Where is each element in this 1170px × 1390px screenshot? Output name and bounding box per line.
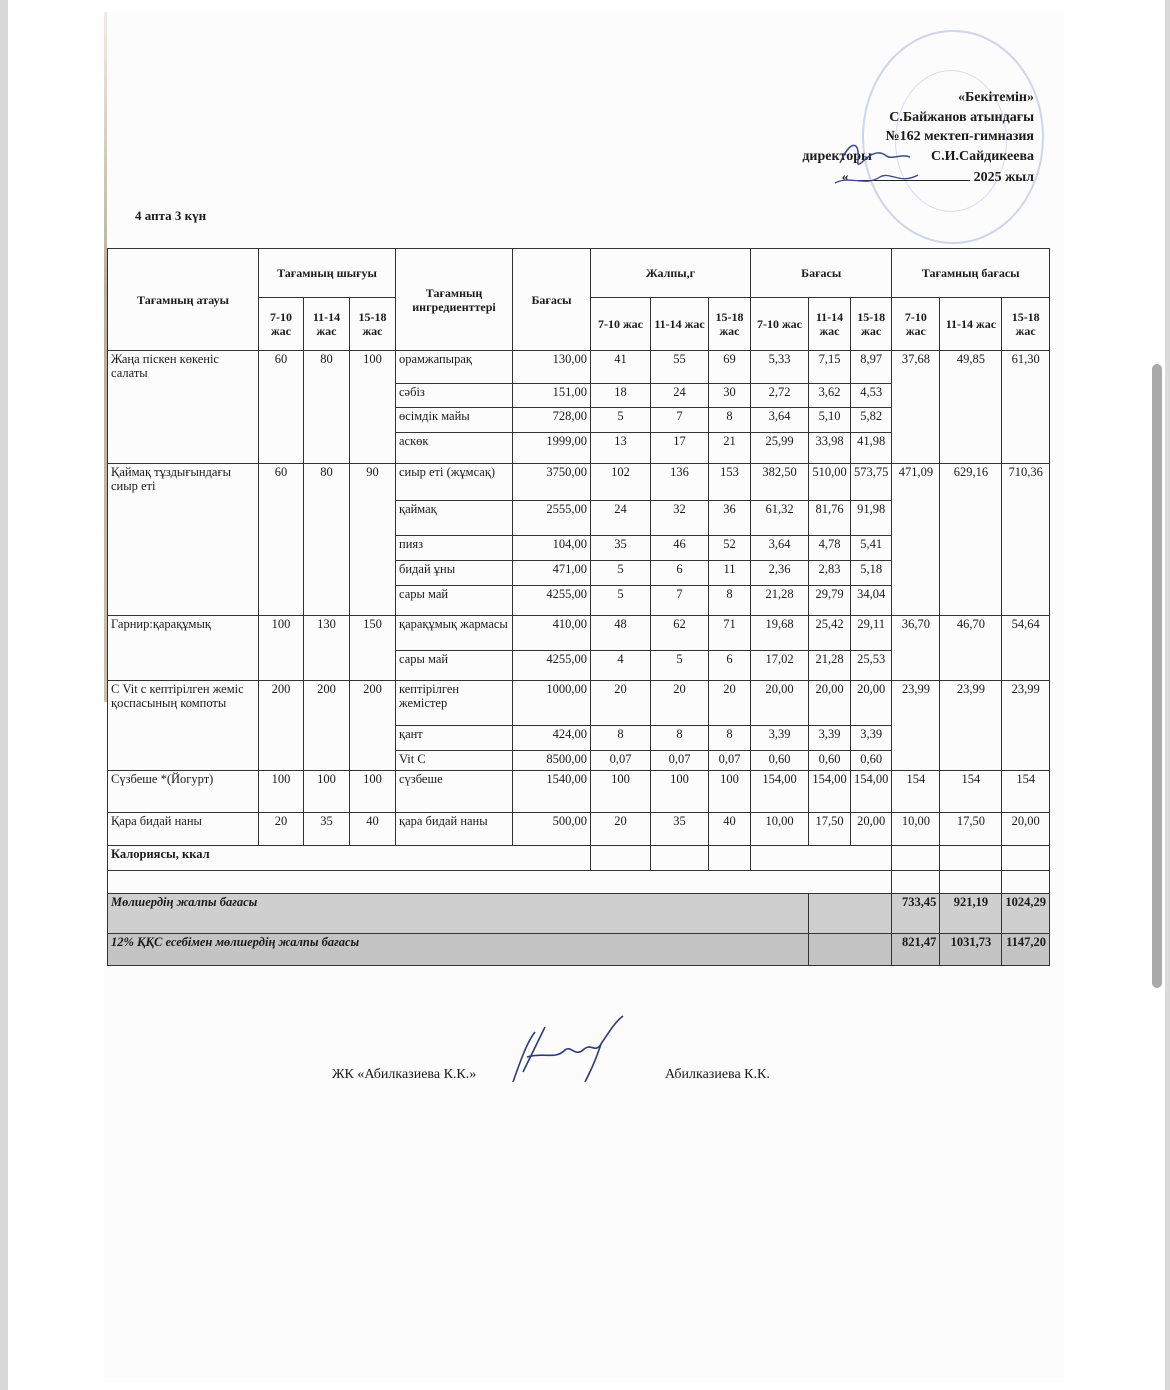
ingredient-cost: 41,98 [851,433,892,464]
ingredient-cost: 5,18 [851,561,892,586]
ingredient-cost: 5,82 [851,408,892,433]
ingredient-grams: 153 [709,464,751,501]
dish-output: 100 [350,771,396,813]
ingredient-cost: 5,33 [751,351,809,384]
dish-cost: 49,85 [940,351,1002,464]
ingredient-grams: 20 [591,681,651,726]
ingredient-cost: 25,53 [851,651,892,681]
ingredient-cost: 21,28 [809,651,851,681]
ingredient-name: Vit C [396,751,513,771]
ingredient-grams: 32 [651,501,709,536]
ingredient-cost: 33,98 [809,433,851,464]
dish-output: 35 [304,813,350,846]
ingredient-grams: 100 [651,771,709,813]
week-day-label: 4 апта 3 күн [135,208,207,223]
ingredient-cost: 20,00 [851,813,892,846]
total-cost-11-14: 921,19 [940,894,1002,934]
dish-output: 100 [259,771,304,813]
blank-cell [108,871,892,894]
total-cost-spacer [809,894,892,934]
dish-cost: 46,70 [940,616,1002,681]
calories-cell [709,846,751,871]
ingredient-price: 4255,00 [513,651,591,681]
dish-cost: 54,64 [1002,616,1050,681]
ingredient-name: сүзбеше [396,771,513,813]
dish-output: 60 [259,351,304,464]
header-age-15-18: 15-18 жас [350,298,396,351]
vat-cost-label: 12% ҚҚС есебімен мөлшердің жалпы бағасы [108,934,809,966]
ingredient-cost: 25,42 [809,616,851,651]
dish-cost: 154 [892,771,940,813]
date-open-quote: « [841,170,849,185]
ingredient-grams: 8 [651,726,709,751]
ingredient-name: қант [396,726,513,751]
dish-name: Сүзбеше *(Йогурт) [108,771,259,813]
dish-cost: 20,00 [1002,813,1050,846]
ingredient-price: 3750,00 [513,464,591,501]
ingredient-grams: 8 [591,726,651,751]
ingredient-grams: 71 [709,616,751,651]
dish-cost: 10,00 [892,813,940,846]
ingredient-cost: 19,68 [751,616,809,651]
ingredient-grams: 30 [709,384,751,408]
ingredient-cost: 154,00 [851,771,892,813]
ingredient-grams: 100 [709,771,751,813]
header-age-7-10: 7-10 жас [751,298,809,351]
ingredient-cost: 3,62 [809,384,851,408]
ingredient-name: сәбіз [396,384,513,408]
ingredient-cost: 0,60 [751,751,809,771]
ingredient-grams: 8 [709,586,751,616]
ingredient-cost: 4,78 [809,536,851,561]
calories-cell [651,846,709,871]
ingredient-grams: 62 [651,616,709,651]
dish-output: 90 [350,464,396,616]
header-output: Тағамның шығуы [259,249,396,298]
ingredient-cost: 154,00 [751,771,809,813]
dish-output: 200 [259,681,304,771]
dish-cost: 37,68 [892,351,940,464]
ingredient-cost: 5,41 [851,536,892,561]
ingredient-grams: 5 [591,561,651,586]
ingredient-cost: 29,11 [851,616,892,651]
vat-cost-11-14: 1031,73 [940,934,1002,966]
ingredient-cost: 2,36 [751,561,809,586]
header-cost: Бағасы [751,249,892,298]
ingredient-cost: 3,64 [751,536,809,561]
dish-cost: 36,70 [892,616,940,681]
ingredient-cost: 2,72 [751,384,809,408]
ingredient-grams: 35 [591,536,651,561]
header-total-g: Жалпы,г [591,249,751,298]
header-age-11-14: 11-14 жас [304,298,350,351]
dish-output: 150 [350,616,396,681]
ingredient-row [108,771,1050,813]
ingredient-name: пияз [396,536,513,561]
ingredient-row [108,351,1050,384]
ingredient-grams: 5 [591,586,651,616]
header-age-11-14: 11-14 жас [940,298,1002,351]
ingredient-cost: 3,64 [751,408,809,433]
ingredient-grams: 24 [591,501,651,536]
ingredient-price: 130,00 [513,351,591,384]
ingredient-grams: 18 [591,384,651,408]
vat-cost-spacer [809,934,892,966]
ingredient-grams: 40 [709,813,751,846]
menu-table-body [108,351,1050,846]
ingredient-cost: 34,04 [851,586,892,616]
ingredient-name: сары май [396,586,513,616]
vertical-scrollbar[interactable] [1152,364,1162,988]
total-cost-7-10: 733,45 [892,894,940,934]
ingredient-price: 2555,00 [513,501,591,536]
ingredient-cost: 3,39 [809,726,851,751]
ingredient-cost: 20,00 [851,681,892,726]
header-age-11-14: 11-14 жас [809,298,851,351]
ingredient-grams: 0,07 [709,751,751,771]
ingredient-grams: 6 [709,651,751,681]
signer-name: Абилказиева К.К. [665,1067,770,1082]
ingredient-name: аскөк [396,433,513,464]
dish-cost: 710,36 [1002,464,1050,616]
calories-cell [1002,846,1050,871]
ingredient-cost: 0,60 [809,751,851,771]
header-age-7-10: 7-10 жас [259,298,304,351]
ingredient-cost: 8,97 [851,351,892,384]
dish-name: Қаймақ тұздығындағы сиыр еті [108,464,259,616]
ingredient-grams: 21 [709,433,751,464]
dish-cost: 471,09 [892,464,940,616]
ingredient-grams: 48 [591,616,651,651]
header-age-15-18: 15-18 жас [1002,298,1050,351]
ingredient-cost: 10,00 [751,813,809,846]
dish-output: 80 [304,351,350,464]
ingredient-grams: 55 [651,351,709,384]
date-year: 2025 жыл [973,170,1034,185]
dish-cost: 23,99 [940,681,1002,771]
ingredient-cost: 2,83 [809,561,851,586]
ingredient-name: сиыр еті (жұмсақ) [396,464,513,501]
dish-output: 200 [304,681,350,771]
dish-output: 130 [304,616,350,681]
ingredient-price: 471,00 [513,561,591,586]
ingredient-cost: 3,39 [851,726,892,751]
calories-cell [940,846,1002,871]
header-dish-cost: Тағамның бағасы [892,249,1050,298]
ingredient-grams: 41 [591,351,651,384]
ingredient-cost: 510,00 [809,464,851,501]
ingredient-name: кептірілген жемістер [396,681,513,726]
ingredient-price: 4255,00 [513,586,591,616]
dish-cost: 629,16 [940,464,1002,616]
dish-output: 200 [350,681,396,771]
dish-output: 80 [304,464,350,616]
ingredient-name: орамжапырақ [396,351,513,384]
dish-cost: 17,50 [940,813,1002,846]
ingredient-price: 500,00 [513,813,591,846]
ingredient-grams: 20 [651,681,709,726]
total-cost-label: Мөлшердің жалпы бағасы [108,894,809,934]
ingredient-grams: 36 [709,501,751,536]
ingredient-price: 1000,00 [513,681,591,726]
ingredient-grams: 52 [709,536,751,561]
ingredient-grams: 13 [591,433,651,464]
calories-cell [751,846,892,871]
header-ingredients: Тағамның ингредиенттері [396,249,513,351]
ingredient-cost: 25,99 [751,433,809,464]
blank-cell [940,871,1002,894]
dish-cost: 23,99 [1002,681,1050,771]
ingredient-grams: 102 [591,464,651,501]
blank-row [108,871,1050,894]
ingredient-grams: 8 [709,726,751,751]
ingredient-row [108,681,1050,726]
supplier-signature [505,1012,630,1087]
ingredient-cost: 91,98 [851,501,892,536]
ingredient-cost: 0,60 [851,751,892,771]
ingredient-grams: 0,07 [651,751,709,771]
ingredient-grams: 46 [651,536,709,561]
ingredient-name: қаймақ [396,501,513,536]
ingredient-row [108,813,1050,846]
ingredient-grams: 136 [651,464,709,501]
dish-cost: 154 [1002,771,1050,813]
ingredient-price: 424,00 [513,726,591,751]
total-cost-15-18: 1024,29 [1002,894,1050,934]
ingredient-grams: 8 [709,408,751,433]
menu-table [107,248,1050,966]
ingredient-grams: 100 [591,771,651,813]
ingredient-cost: 29,79 [809,586,851,616]
header-age-7-10: 7-10 жас [892,298,940,351]
approval-school-line1: С.Байжанов атындағы [889,109,1034,125]
dish-output: 40 [350,813,396,846]
supplier-label: ЖК «Абилказиева К.К.» [332,1067,477,1082]
ingredient-price: 410,00 [513,616,591,651]
calories-label: Калориясы, ккал [108,846,591,871]
ingredient-row [108,464,1050,501]
ingredient-grams: 4 [591,651,651,681]
ingredient-cost: 20,00 [809,681,851,726]
ingredient-row [108,616,1050,651]
dish-cost: 23,99 [892,681,940,771]
ingredient-name: өсімдік майы [396,408,513,433]
ingredient-grams: 24 [651,384,709,408]
header-age-11-14: 11-14 жас [651,298,709,351]
dish-name: Жаңа піскен көкеніс салаты [108,351,259,464]
calories-cell [892,846,940,871]
header-price: Бағасы [513,249,591,351]
ingredient-cost: 5,10 [809,408,851,433]
vat-cost-row [108,934,1050,966]
ingredient-grams: 0,07 [591,751,651,771]
ingredient-price: 728,00 [513,408,591,433]
ingredient-cost: 3,39 [751,726,809,751]
dish-output: 60 [259,464,304,616]
summary-rows [108,846,1050,966]
ingredient-price: 8500,00 [513,751,591,771]
ingredient-cost: 382,50 [751,464,809,501]
ingredient-price: 1540,00 [513,771,591,813]
director-label: директоры [802,148,872,164]
approval-school-line2: №162 мектеп-гимназия [885,129,1034,144]
ingredient-grams: 7 [651,586,709,616]
blank-cell [892,871,940,894]
vat-cost-15-18: 1147,20 [1002,934,1050,966]
ingredient-grams: 5 [591,408,651,433]
calories-row [108,846,1050,871]
ingredient-cost: 61,32 [751,501,809,536]
dish-output: 100 [259,616,304,681]
ingredient-grams: 6 [651,561,709,586]
dish-output: 20 [259,813,304,846]
header-age-7-10: 7-10 жас [591,298,651,351]
ingredient-cost: 154,00 [809,771,851,813]
calories-cell [591,846,651,871]
ingredient-grams: 20 [709,681,751,726]
ingredient-price: 151,00 [513,384,591,408]
vat-cost-7-10: 821,47 [892,934,940,966]
ingredient-name: қара бидай наны [396,813,513,846]
dish-cost: 61,30 [1002,351,1050,464]
dish-name: Қара бидай наны [108,813,259,846]
ingredient-grams: 69 [709,351,751,384]
ingredient-cost: 4,53 [851,384,892,408]
header-dish-name: Тағамның атауы [108,249,259,351]
ingredient-cost: 7,15 [809,351,851,384]
ingredient-grams: 7 [651,408,709,433]
ingredient-name: қарақұмық жармасы [396,616,513,651]
total-cost-row [108,894,1050,934]
ingredient-price: 104,00 [513,536,591,561]
ingredient-grams: 5 [651,651,709,681]
ingredient-grams: 11 [709,561,751,586]
dish-output: 100 [304,771,350,813]
viewer-left-border [0,0,8,1390]
ingredient-cost: 17,50 [809,813,851,846]
ingredient-grams: 20 [591,813,651,846]
blank-cell [1002,871,1050,894]
director-name: С.И.Сайдикеева [930,148,1034,164]
ingredient-cost: 17,02 [751,651,809,681]
header-age-15-18: 15-18 жас [851,298,892,351]
ingredient-cost: 81,76 [809,501,851,536]
dish-name: С Vit с кептірілген жеміс қоспасының компоты [108,681,259,771]
viewer-right-border [1165,0,1170,1390]
dish-cost: 154 [940,771,1002,813]
ingredient-cost: 20,00 [751,681,809,726]
ingredient-grams: 17 [651,433,709,464]
ingredient-price: 1999,00 [513,433,591,464]
ingredient-name: бидай ұны [396,561,513,586]
approval-title: «Бекітемін» [957,90,1034,105]
ingredient-name: сары май [396,651,513,681]
ingredient-grams: 35 [651,813,709,846]
director-signature [830,135,940,195]
header-age-15-18: 15-18 жас [709,298,751,351]
dish-name: Гарнир:қарақұмық [108,616,259,681]
ingredient-cost: 21,28 [751,586,809,616]
ingredient-cost: 573,75 [851,464,892,501]
dish-output: 100 [350,351,396,464]
